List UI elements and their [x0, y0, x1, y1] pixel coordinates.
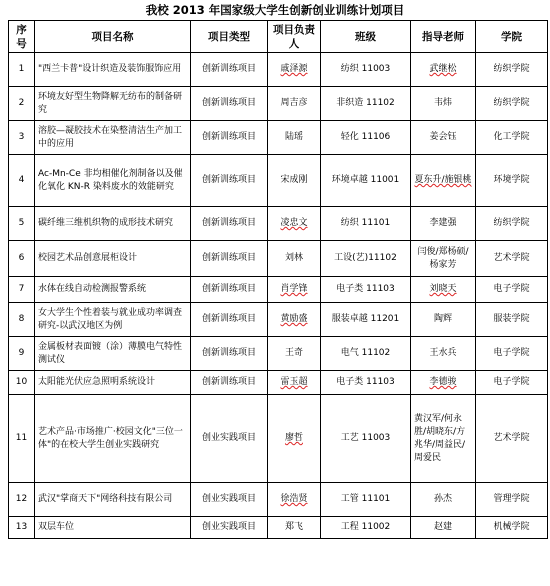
- cell-type: 创新训练项目: [191, 371, 268, 395]
- cell-name: 艺术产品·市场推广·校园文化"三位一体"的在校大学生创业实践研究: [35, 395, 191, 483]
- cell-advisor: 姜会钰: [411, 121, 476, 155]
- cell-type: 创新训练项目: [191, 53, 268, 87]
- table-row: [9, 337, 548, 371]
- table-row: [9, 207, 548, 241]
- cell-college: 服装学院: [476, 303, 548, 337]
- cell-leader: 黄励盛: [268, 303, 321, 337]
- table-row: [9, 371, 548, 395]
- table-row: [9, 241, 548, 277]
- table-row: [9, 483, 548, 517]
- cell-advisor: 夏东升/施银桃: [411, 155, 476, 207]
- cell-leader: 周吉彦: [268, 87, 321, 121]
- cell-leader: 廖哲: [268, 395, 321, 483]
- cell-advisor: 闫俊/郑杨硕/杨家芳: [411, 241, 476, 277]
- table-row: [9, 395, 548, 483]
- cell-index: 1: [9, 53, 35, 87]
- cell-college: 电子学院: [476, 277, 548, 303]
- header-index: 序号: [9, 21, 35, 53]
- table-header-row: [9, 21, 548, 53]
- table-row: [9, 277, 548, 303]
- cell-type: 创新训练项目: [191, 121, 268, 155]
- cell-leader: 徐浩贤: [268, 483, 321, 517]
- cell-college: 化工学院: [476, 121, 548, 155]
- cell-college: 电子学院: [476, 371, 548, 395]
- cell-leader: 刘林: [268, 241, 321, 277]
- cell-college: 艺术学院: [476, 241, 548, 277]
- cell-index: 6: [9, 241, 35, 277]
- cell-college: 电子学院: [476, 337, 548, 371]
- cell-college: 纺织学院: [476, 87, 548, 121]
- table-row: [9, 303, 548, 337]
- cell-advisor: 李建强: [411, 207, 476, 241]
- cell-advisor: 陶辉: [411, 303, 476, 337]
- cell-class: 电子类 11103: [321, 277, 411, 303]
- document-title: 我校 2013 年国家级大学生创新创业训练计划项目: [145, 3, 405, 17]
- cell-name: 太阳能光伏应急照明系统设计: [35, 371, 191, 395]
- table-row: [9, 155, 548, 207]
- cell-class: 服装卓越 11201: [321, 303, 411, 337]
- cell-name: 金属板材表面镀（涂）薄膜电气特性测试仪: [35, 337, 191, 371]
- cell-class: 纺织 11003: [321, 53, 411, 87]
- header-college: 学院: [476, 21, 548, 53]
- cell-type: 创业实践项目: [191, 395, 268, 483]
- cell-leader: 戚泽源: [268, 53, 321, 87]
- cell-class: 非织造 11102: [321, 87, 411, 121]
- cell-index: 7: [9, 277, 35, 303]
- cell-class: 轻化 11106: [321, 121, 411, 155]
- cell-name: "西兰卡普"设计织造及装饰服饰应用: [35, 53, 191, 87]
- cell-index: 11: [9, 395, 35, 483]
- cell-index: 12: [9, 483, 35, 517]
- cell-type: 创新训练项目: [191, 241, 268, 277]
- cell-name: 水体在线自动检测报警系统: [35, 277, 191, 303]
- cell-advisor: 赵建: [411, 517, 476, 539]
- project-table: [8, 20, 548, 539]
- cell-type: 创新训练项目: [191, 155, 268, 207]
- cell-leader: 肖学锋: [268, 277, 321, 303]
- cell-index: 9: [9, 337, 35, 371]
- cell-advisor: 武继松: [411, 53, 476, 87]
- cell-name: 双层车位: [35, 517, 191, 539]
- cell-advisor: 刘晓天: [411, 277, 476, 303]
- cell-type: 创新训练项目: [191, 277, 268, 303]
- cell-advisor: 韦炜: [411, 87, 476, 121]
- cell-type: 创新训练项目: [191, 337, 268, 371]
- cell-type: 创新训练项目: [191, 87, 268, 121]
- cell-type: 创业实践项目: [191, 517, 268, 539]
- cell-index: 10: [9, 371, 35, 395]
- cell-college: 纺织学院: [476, 53, 548, 87]
- cell-leader: 宋成刚: [268, 155, 321, 207]
- table-row: [9, 517, 548, 539]
- cell-name: 环境友好型生物降解无纺布的制备研究: [35, 87, 191, 121]
- cell-class: 工艺 11003: [321, 395, 411, 483]
- cell-index: 8: [9, 303, 35, 337]
- cell-type: 创新训练项目: [191, 207, 268, 241]
- cell-advisor: 孙杰: [411, 483, 476, 517]
- cell-class: 电子类 11103: [321, 371, 411, 395]
- cell-class: 工设(艺)11102: [321, 241, 411, 277]
- cell-college: 管理学院: [476, 483, 548, 517]
- cell-name: 武汉"掌商天下"网络科技有限公司: [35, 483, 191, 517]
- cell-index: 2: [9, 87, 35, 121]
- cell-college: 环境学院: [476, 155, 548, 207]
- cell-class: 工管 11101: [321, 483, 411, 517]
- cell-leader: 雷玉超: [268, 371, 321, 395]
- cell-advisor: 李德骏: [411, 371, 476, 395]
- cell-advisor: 黄汉军/何永胜/胡晓东/方兆华/周益民/周爱民: [411, 395, 476, 483]
- cell-college: 纺织学院: [476, 207, 548, 241]
- cell-advisor: 王水兵: [411, 337, 476, 371]
- cell-type: 创业实践项目: [191, 483, 268, 517]
- cell-class: 工程 11002: [321, 517, 411, 539]
- cell-index: 5: [9, 207, 35, 241]
- header-class: 班级: [321, 21, 411, 53]
- cell-leader: 凌忠文: [268, 207, 321, 241]
- header-leader: 项目负责人: [268, 21, 321, 53]
- header-type: 项目类型: [191, 21, 268, 53]
- cell-name: 溶胶—凝胶技术在染整清洁生产加工中的应用: [35, 121, 191, 155]
- cell-leader: 王奇: [268, 337, 321, 371]
- cell-class: 电气 11102: [321, 337, 411, 371]
- cell-index: 3: [9, 121, 35, 155]
- header-name: 项目名称: [35, 21, 191, 53]
- table-row: [9, 87, 548, 121]
- cell-leader: 陆瑶: [268, 121, 321, 155]
- cell-college: 艺术学院: [476, 395, 548, 483]
- cell-name: 校园艺术品创意展柜设计: [35, 241, 191, 277]
- header-advisor: 指导老师: [411, 21, 476, 53]
- cell-leader: 郑飞: [268, 517, 321, 539]
- cell-type: 创新训练项目: [191, 303, 268, 337]
- cell-index: 4: [9, 155, 35, 207]
- cell-name: Ac-Mn-Ce 非均相催化剂制备以及催化氧化 KN-R 染料废水的效能研究: [35, 155, 191, 207]
- table-row: [9, 53, 548, 87]
- cell-class: 纺织 11101: [321, 207, 411, 241]
- table-row: [9, 121, 548, 155]
- cell-index: 13: [9, 517, 35, 539]
- cell-name: 碳纤维三维机织物的成形技术研究: [35, 207, 191, 241]
- cell-college: 机械学院: [476, 517, 548, 539]
- cell-class: 环境卓越 11001: [321, 155, 411, 207]
- cell-name: 女大学生个性着装与就业成功率调查研究-以武汉地区为例: [35, 303, 191, 337]
